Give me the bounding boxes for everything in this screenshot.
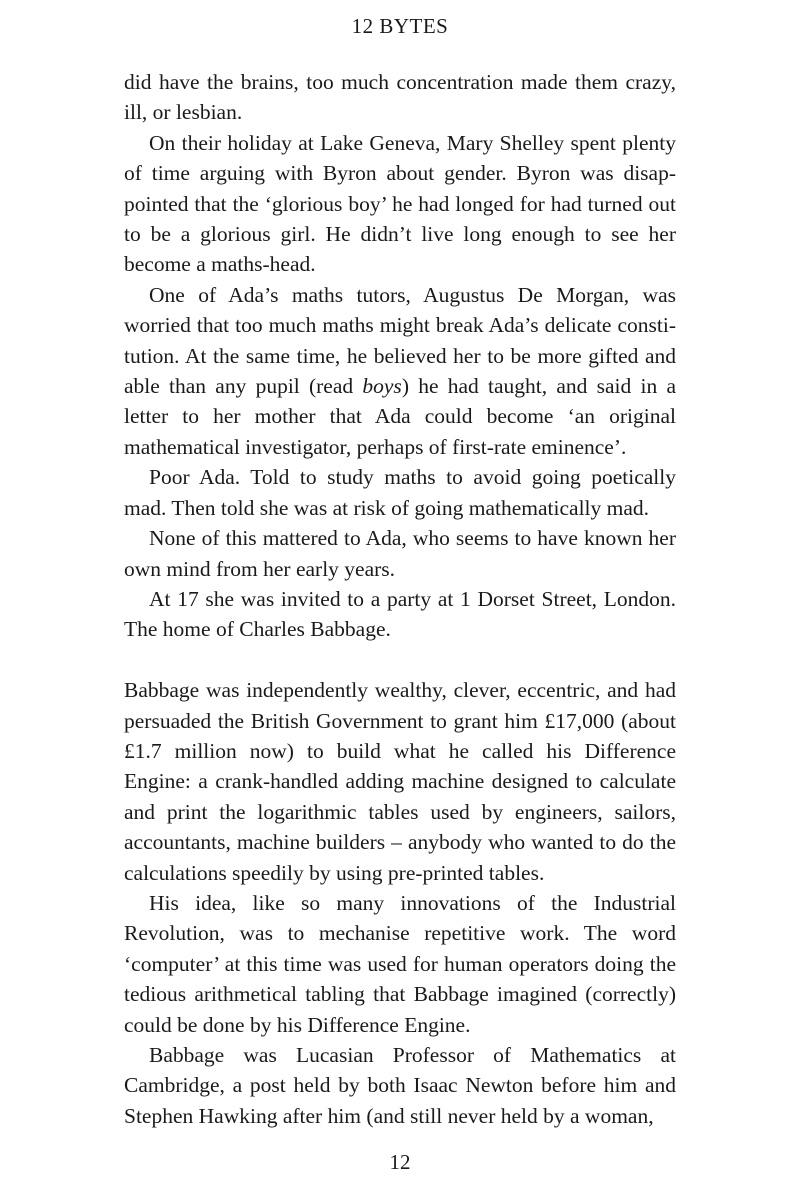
- page-number: 12: [389, 1150, 411, 1174]
- emphasis-boys: boys: [362, 374, 402, 399]
- paragraph-lucasian-professor: Babbage was Lucasian Professor of Mathematics at Cambridge, a post held by both Isaac Newton before him and Stephen Hawking after him (and still never held by a woman,: [124, 1042, 676, 1128]
- paragraph-none-mattered: None of this mattered to Ada, who seems to have known her own mind from her early years.: [124, 526, 676, 581]
- paragraph-poor-ada: Poor Ada. Told to study maths to avoid going poetically mad. Then told she was at risk of going mathematically mad.: [124, 465, 676, 520]
- running-head: 12 BYTES: [351, 14, 449, 38]
- paragraph-dorset-street: At 17 she was invited to a party at 1 Dorset Street, London. The home of Charles Babbage.: [124, 586, 676, 642]
- paragraph-continued: did have the brains, too much concentration made them crazy, ill, or lesbian.: [124, 70, 676, 125]
- paragraph-babbage-wealthy: Babbage was independently wealthy, clever, eccentric, and had persuaded the British Government to grant him £17,000 (about £1.7 million now) to build what he called his Difference Engine: a crank-handled adding machine designed to calculate and print the logarithmic tables used by engineers, sailors, accountants, machine builders – anybody who wanted to do the calculations speedily by using pre-printed tables.: [124, 678, 676, 885]
- paragraph-de-morgan: One of Ada’s maths tutors, Augustus De Morgan, was worried that too much maths might break Ada’s delicate constitution. At the same time, he believed her to be more gifted and able than any pupil (read boys) he had taught, and said in a letter to her mother that Ada could become ‘an original mathematical investigator, perhaps of first-rate eminence’.: [124, 282, 676, 459]
- paragraph-lake-geneva: On their holiday at Lake Geneva, Mary Shelley spent plenty of time arguing with Byron about gender. Byron was disappointed that the ‘glorious boy’ he had longed for had turned out to be a glorious girl. He didn’t live long enough to see her become a maths-head.: [124, 130, 676, 277]
- paragraph-industrial-revolution: His idea, like so many innovations of the Industrial Revolution, was to mechanise repetitive work. The word ‘computer’ at this time was used for human operators doing the tedious arithmetical tabling that Babbage imagined (correctly) could be done by his Difference Engine.: [124, 890, 676, 1037]
- body-text: [124, 67, 676, 1131]
